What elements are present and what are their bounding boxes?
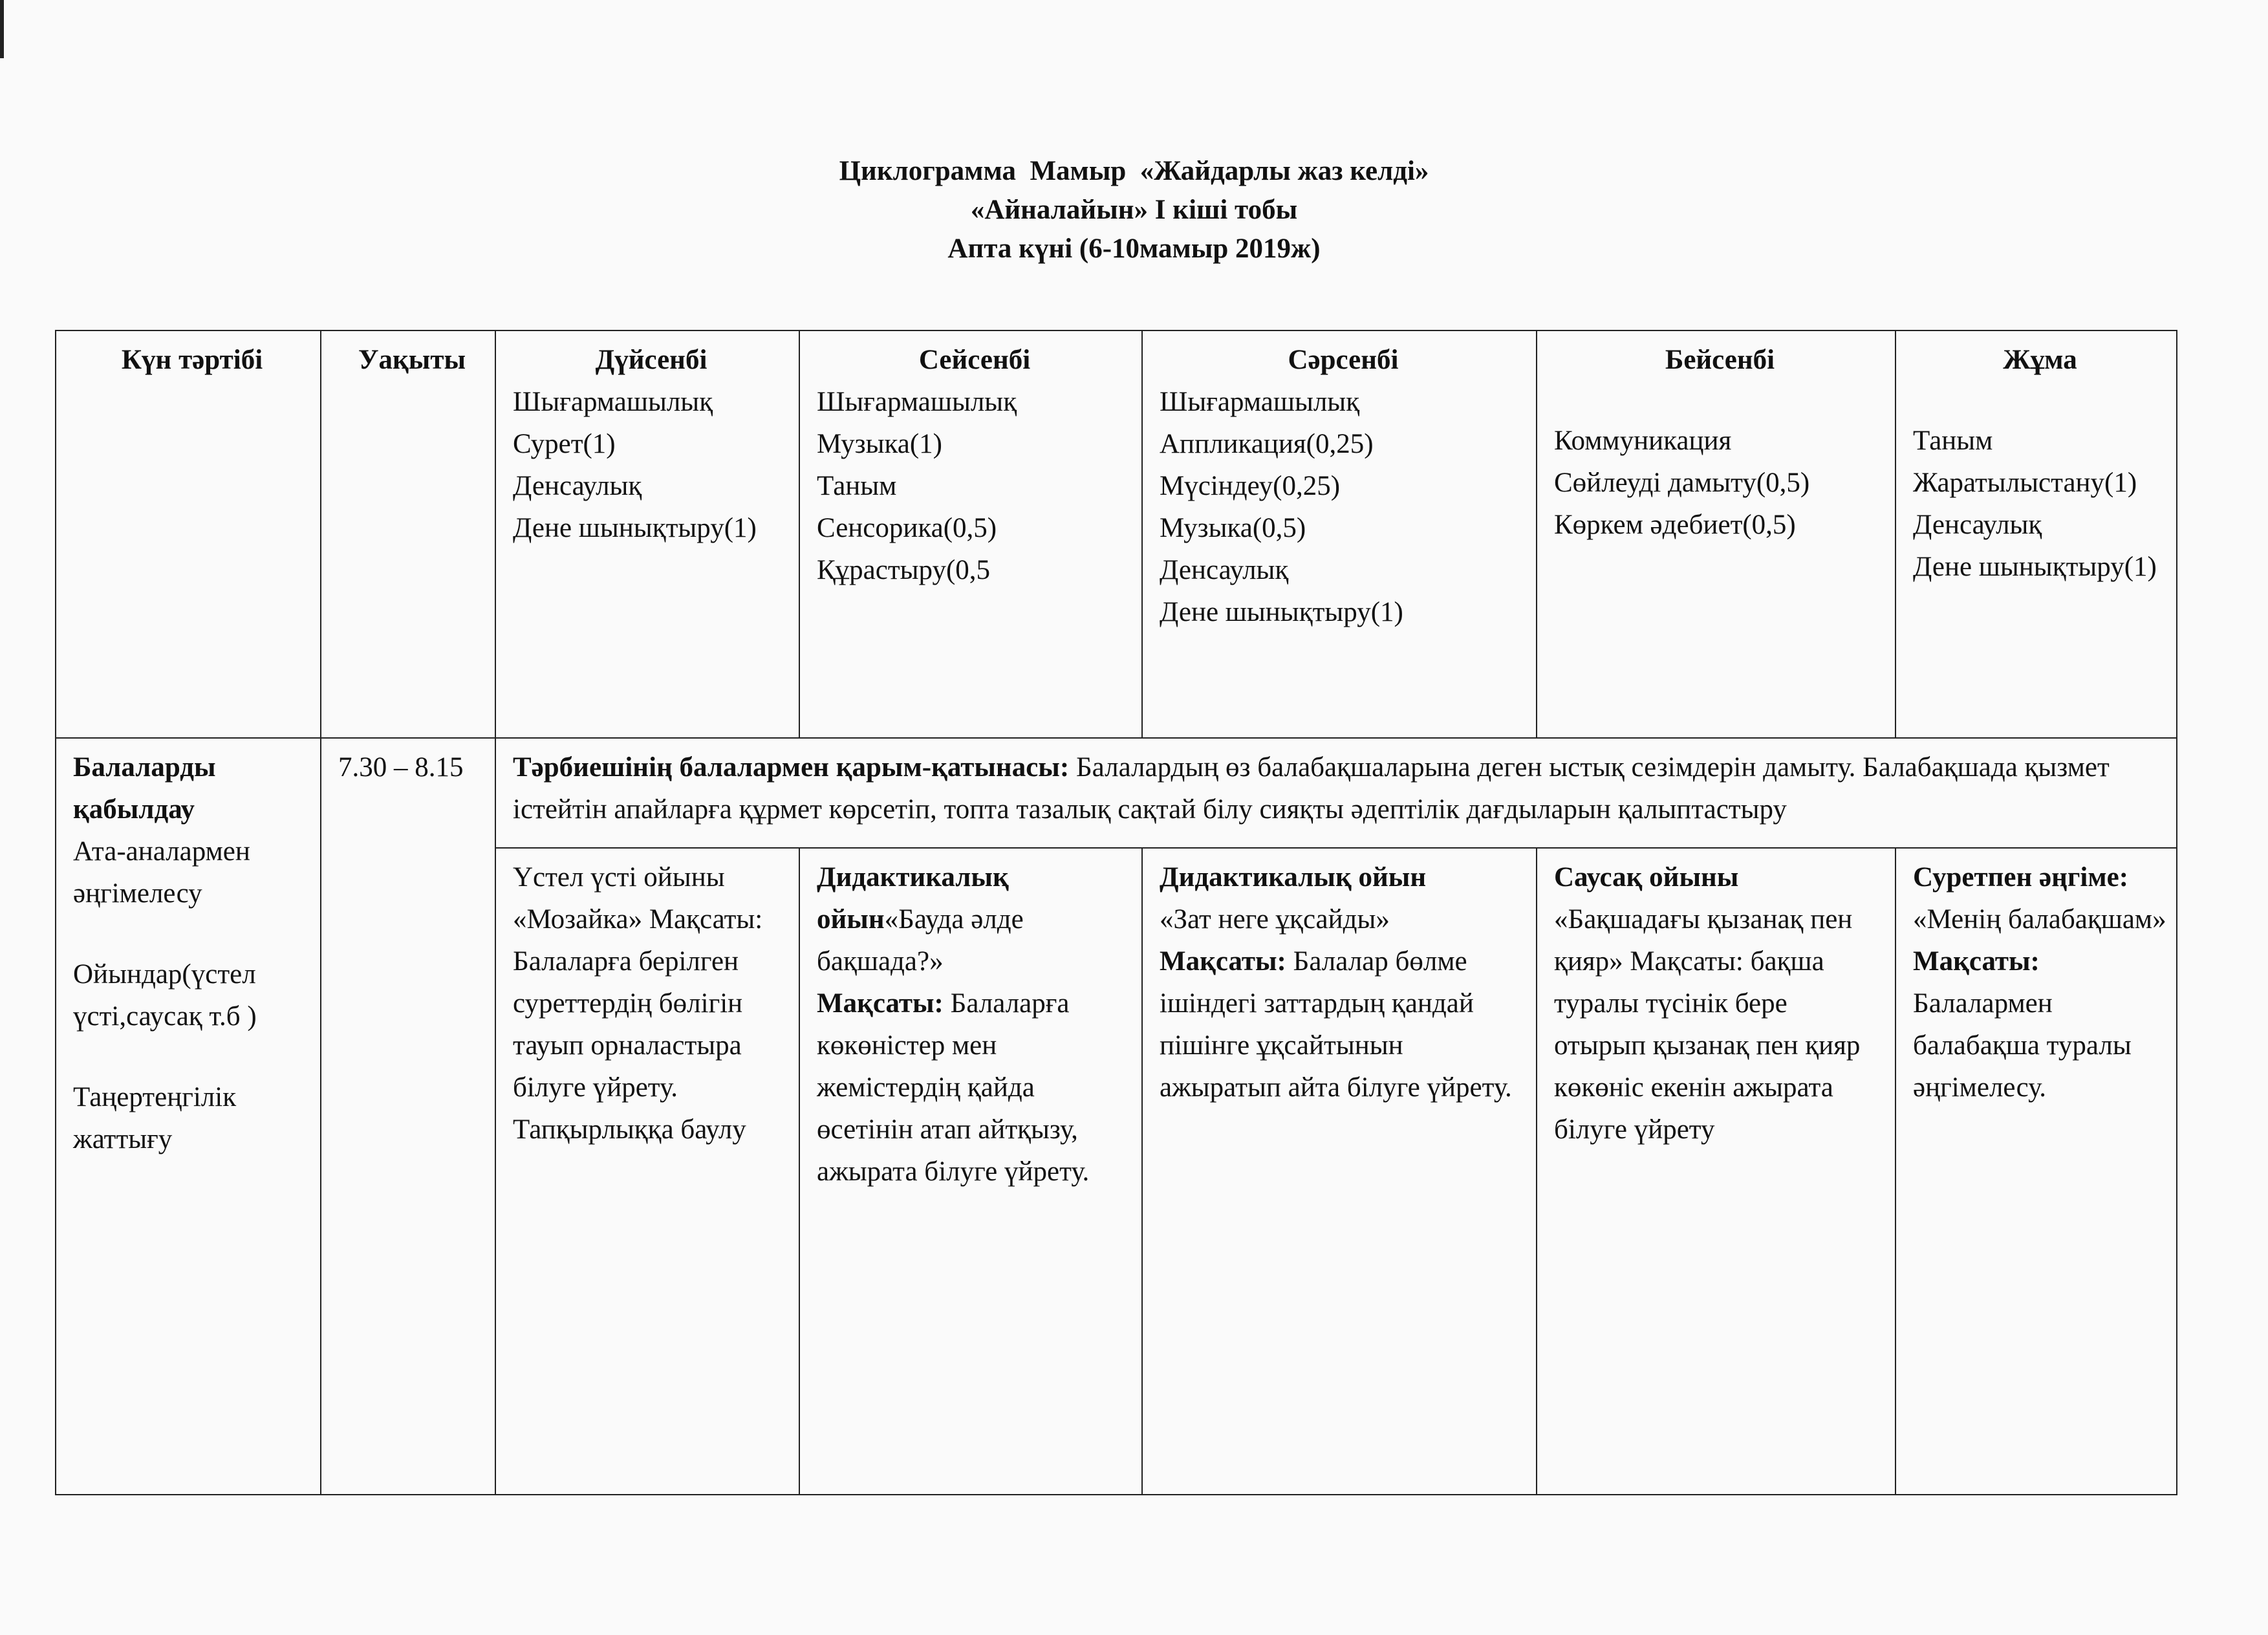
- goal-text: Балаларға көкөністер мен жемістердің қайда өсетінін атап айтқызу, ажырата білуге үйрету.: [817, 988, 1090, 1187]
- header-friday: [1895, 330, 2177, 738]
- day-name-monday: Дүйсенбі: [595, 345, 707, 375]
- communication-text: Балалардың өз балабақшаларына деген ыстық сезімдерін дамыту. Балабақшада қызмет істейтін апайларға құрмет көрсетіп, топта тазалық сақтай білу сияқты әдептілік дағдыларын қалыптастыру: [513, 752, 2110, 825]
- scan-edge-mark: [0, 0, 4, 58]
- header-thursday: [1537, 330, 1895, 738]
- subject-line: Мүсіндеу(0,25): [1160, 471, 1341, 501]
- header-wednesday: [1142, 330, 1537, 738]
- activity-title: Дидактикалық ойын: [1160, 862, 1427, 893]
- subject-line: Жаратылыстану(1): [1913, 468, 2137, 498]
- day-name-tuesday: Сейсенбі: [918, 345, 1031, 375]
- regime-item: Ойындар(үстел үсті,саусақ т.б ): [73, 959, 257, 1032]
- header-regime: Күн тәртібі: [56, 330, 321, 738]
- activity-friday: [1895, 848, 2177, 1495]
- goal-label: Мақсаты:: [1160, 946, 1286, 977]
- goal-text: Балалармен балабақша туралы әңгімелесу.: [1913, 988, 2132, 1103]
- activity-wednesday: [1142, 848, 1537, 1495]
- teacher-communication-cell: [495, 738, 2177, 848]
- activity-thursday: [1537, 848, 1895, 1495]
- subject-line: Денсаулық: [1913, 510, 2042, 540]
- regime-item: Ата-аналармен әңгімелесу: [73, 836, 250, 909]
- time-cell: 7.30 – 8.15: [321, 738, 495, 1495]
- activity-title: Саусақ ойыны: [1554, 862, 1739, 893]
- subject-line: Коммуникация: [1554, 426, 1732, 456]
- goal-text: Балалар бөлме ішіндегі заттардың қандай пішінге ұқсайтынын ажыратып айта білуге үйрету.: [1160, 946, 1512, 1103]
- subject-line: Дене шынықтыру(1): [1913, 552, 2157, 582]
- goal-label: Мақсаты:: [817, 988, 944, 1019]
- cyclogram-table: [55, 330, 2177, 1495]
- table-row: [56, 738, 2177, 848]
- subject-line: Музыка(1): [817, 429, 943, 459]
- subject-line: Таным: [1913, 426, 1993, 456]
- header-time: Уақыты: [321, 330, 495, 738]
- header-monday: [495, 330, 799, 738]
- day-name-thursday: Бейсенбі: [1665, 345, 1775, 375]
- subject-line: Музыка(0,5): [1160, 513, 1306, 543]
- regime-title: Балаларды қабылдау: [73, 752, 216, 825]
- subject-line: Таным: [817, 471, 897, 501]
- document-header: [0, 152, 2268, 268]
- activity-monday: Үстел үсті ойыны «Мозайка» Мақсаты: Балаларға берілген суреттердің бөлігін тауып орналастыра білуге үйрету. Тапқырлыққа баулу: [495, 848, 799, 1495]
- activity-title: Дидактикалық ойын: [817, 862, 1009, 935]
- title-line-1: Циклограмма Мамыр «Жайдарлы жаз келді»: [839, 156, 1429, 186]
- title-line-3: Апта күні (6-10мамыр 2019ж): [947, 233, 1321, 264]
- activity-title: Суретпен әңгіме:: [1913, 862, 2129, 893]
- subject-line: Сөйлеуді дамыту(0,5): [1554, 468, 1810, 498]
- goal-label: Мақсаты:: [1913, 946, 2040, 977]
- day-name-friday: Жұма: [2003, 345, 2077, 375]
- regime-cell: [56, 738, 321, 1495]
- subject-line: Құрастыру(0,5: [817, 555, 991, 585]
- title-line-2: «Айналайын» І кіші тобы: [970, 195, 1298, 225]
- activity-name: «Менің балабақшам»: [1913, 904, 2166, 935]
- subject-line: Дене шынықтыру(1): [1160, 597, 1403, 627]
- activity-name: «Бауда әлде бақшада?»: [817, 904, 1024, 977]
- activity-tuesday: [799, 848, 1142, 1495]
- subject-line: Денсаулық: [513, 471, 642, 501]
- subject-line: Дене шынықтыру(1): [513, 513, 757, 543]
- activity-name: «Зат неге ұқсайды»: [1160, 904, 1390, 935]
- activity-text: «Бақшадағы қызанақ пен қияр» Мақсаты: бақша туралы түсінік бере отырып қызанақ пен қияр көкөніс екенін ажырата білуге үйрету: [1554, 904, 1861, 1145]
- subject-line: Сурет(1): [513, 429, 616, 459]
- subject-line: Сенсорика(0,5): [817, 513, 997, 543]
- subject-line: Денсаулық: [1160, 555, 1289, 585]
- communication-label: Тәрбиешінің балалармен қарым-қатынасы:: [513, 752, 1070, 783]
- table-header-row: [56, 330, 2177, 738]
- regime-item: Таңертеңгілік жаттығу: [73, 1082, 237, 1154]
- subject-line: Аппликация(0,25): [1160, 429, 1374, 459]
- subject-line: Көркем әдебиет(0,5): [1554, 510, 1796, 540]
- subject-line: Шығармашылық: [817, 387, 1017, 417]
- day-name-wednesday: Сәрсенбі: [1288, 345, 1399, 375]
- subject-line: Шығармашылық: [513, 387, 713, 417]
- header-tuesday: [799, 330, 1142, 738]
- subject-line: Шығармашылық: [1160, 387, 1360, 417]
